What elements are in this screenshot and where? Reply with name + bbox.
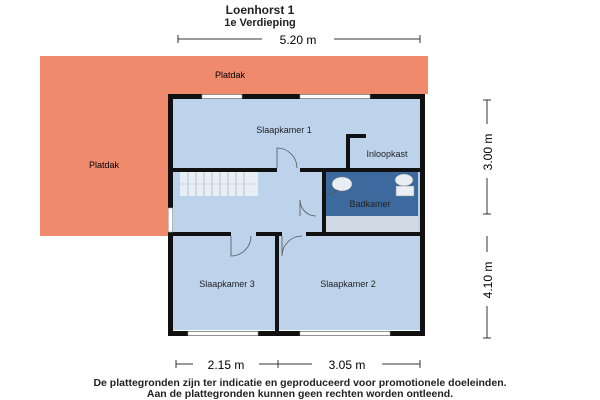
- inloopkast-label: Inloopkast: [366, 149, 408, 159]
- badkamer-label: Badkamer: [349, 199, 391, 209]
- dimension-bottom-left-label: 2.15 m: [207, 358, 245, 372]
- dimension-bottom-right-label: 3.05 m: [328, 358, 366, 372]
- platdak-top-label: Platdak: [214, 70, 246, 80]
- dimension-top-label: 5.20 m: [279, 33, 317, 47]
- slaapkamer3-label: Slaapkamer 3: [199, 279, 255, 289]
- dimension-top: [178, 31, 420, 47]
- floor-subtitle: 1e Verdieping: [224, 17, 296, 29]
- dimension-bottom: [176, 357, 420, 372]
- dimension-right: [478, 100, 496, 338]
- disclaimer-line-1: De plattegronden zijn ter indicatie en geproduceerd voor promotionele doeleinden.: [93, 377, 507, 389]
- plan-title: Loenhorst 1: [225, 3, 295, 17]
- dimension-right-bottom-label: 4.10 m: [481, 261, 495, 299]
- disclaimer-line-2: Aan de plattegronden kunnen geen rechten worden ontleend.: [146, 388, 454, 400]
- platdak-left-label: Platdak: [88, 160, 120, 170]
- dimension-right-top-label: 3.00 m: [481, 133, 495, 171]
- slaapkamer2-label: Slaapkamer 2: [320, 279, 376, 289]
- slaapkamer1-label: Slaapkamer 1: [256, 125, 312, 135]
